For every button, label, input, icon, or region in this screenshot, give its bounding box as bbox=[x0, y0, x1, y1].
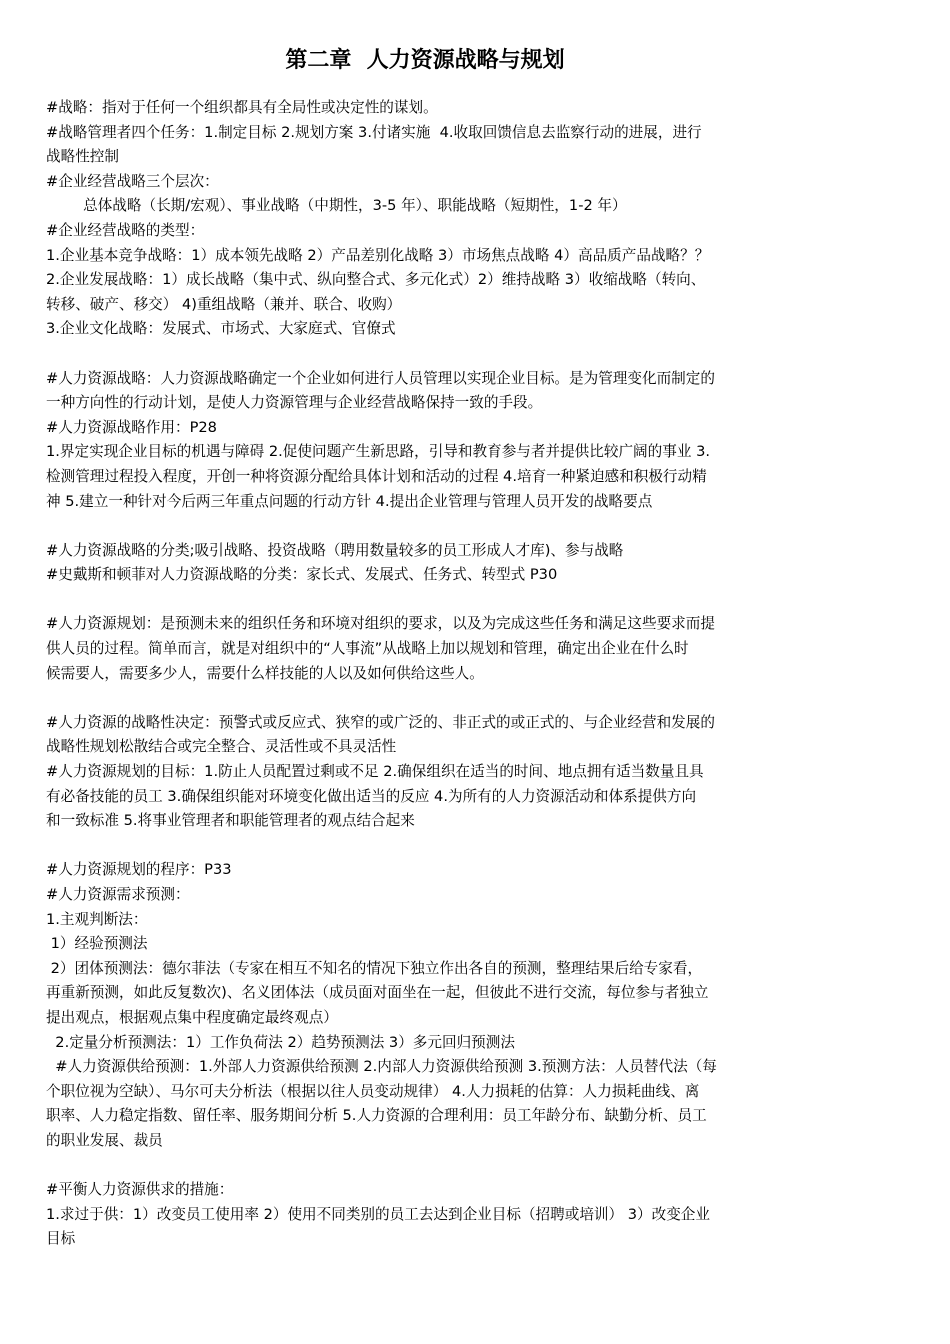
text-line: 战略性规划松散结合或完全整合、灵活性或不具灵活性 bbox=[46, 738, 397, 756]
text-line: #人力资源供给预测：1.外部人力资源供给预测 2.内部人力资源供给预测 3.预测方法：人员替代法（每 bbox=[46, 1058, 717, 1076]
document-body bbox=[46, 96, 816, 1252]
text-line: #人力资源规划：是预测未来的组织任务和环境对组织的要求，以及为完成这些任务和满足这些要求而提 bbox=[46, 615, 715, 633]
text-line: 1.界定实现企业目标的机遇与障碍 2.促使问题产生新思路，引导和教育参与者并提供比较广阔的事业 3. bbox=[46, 443, 710, 461]
text-line: #人力资源战略：人力资源战略确定一个企业如何进行人员管理以实现企业目标。是为管理变化而制定的 bbox=[46, 369, 715, 387]
text-line: #战略：指对于任何一个组织都具有全局性或决定性的谋划。 bbox=[46, 99, 438, 116]
text-line: #人力资源需求预测： bbox=[46, 886, 190, 903]
text-line: 供人员的过程。简单而言，就是对组织中的“人事流”从战略上加以规划和管理，确定出企业在什么时 bbox=[46, 640, 689, 658]
text-line: 和一致标准 5.将事业管理者和职能管理者的观点结合起来 bbox=[46, 812, 415, 830]
text-line: 2）团体预测法：德尔菲法（专家在相互不知名的情况下独立作出各自的预测，整理结果后给专家看， bbox=[46, 959, 703, 977]
text-line: #人力资源的战略性决定：预警式或反应式、狭窄的或广泛的、非正式的或正式的、与企业经营和发展的 bbox=[46, 713, 715, 731]
text-line: 总体战略（长期/宏观）、事业战略（中期性，3-5 年）、职能战略（短期性，1-2 年） bbox=[46, 197, 627, 215]
text-line: 转移、破产、移交） 4)重组战略（兼并、联合、收购） bbox=[46, 295, 402, 313]
text-line: 提出观点，根据观点集中程度确定最终观点） bbox=[46, 1008, 338, 1026]
text-line: #平衡人力资源供求的措施： bbox=[46, 1181, 234, 1199]
blank-line bbox=[46, 686, 816, 711]
text-line: #史戴斯和顿菲对人力资源战略的分类：家长式、发展式、任务式、转型式 P30 bbox=[46, 566, 558, 584]
text-line: 的职业发展、裁员 bbox=[46, 1131, 163, 1149]
text-line: 2.定量分析预测法：1）工作负荷法 2）趋势预测法 3）多元回归预测法 bbox=[46, 1033, 515, 1051]
text-line: 3.企业文化战略：发展式、市场式、大家庭式、官僚式 bbox=[46, 320, 396, 338]
text-line: 个职位视为空缺）、马尔可夫分析法（根据以往人员变动规律） 4.人力损耗的估算：人力损耗曲线、离 bbox=[46, 1082, 700, 1100]
text-line: 一种方向性的行动计划，是使人力资源管理与企业经营战略保持一致的手段。 bbox=[46, 394, 543, 412]
text-line: #战略管理者四个任务：1.制定目标 2.规划方案 3.付诸实施 4.收取回馈信息去监察行动的进展，进行 bbox=[46, 123, 702, 141]
text-line: 有必备技能的员工 3.确保组织能对环境变化做出适当的反应 4.为所有的人力资源活动和体系提供方向 bbox=[46, 787, 697, 805]
text-line: 神 5.建立一种针对今后两三年重点问题的行动方针 4.提出企业管理与管理人员开发的战略要点 bbox=[46, 492, 653, 510]
text-line: 候需要人，需要多少人，需要什么样技能的人以及如何供给这些人。 bbox=[46, 664, 484, 682]
text-line: 职率、人力稳定指数、留任率、服务期间分析 5.人力资源的合理利用：员工年龄分布、缺勤分析、员工 bbox=[46, 1107, 707, 1125]
blank-line bbox=[46, 1154, 816, 1179]
text-line: #人力资源战略作用：P28 bbox=[46, 418, 217, 436]
blank-line bbox=[46, 588, 816, 613]
text-line: 再重新预测，如此反复数次)、名义团体法（成员面对面坐在一起，但彼此不进行交流，每位参与者独立 bbox=[46, 984, 709, 1002]
text-line: #企业经营战略的类型： bbox=[46, 221, 205, 239]
text-line: #人力资源规划的程序：P33 bbox=[46, 861, 232, 879]
text-line: 1.主观判断法： bbox=[46, 910, 148, 928]
text-line: 1）经验预测法 bbox=[46, 935, 148, 953]
text-line: #人力资源战略的分类;吸引战略、投资战略（聘用数量较多的员工形成人才库)、参与战略 bbox=[46, 541, 624, 559]
text-line: 1.企业基本竞争战略：1）成本领先战略 2）产品差别化战略 3）市场焦点战略 4）高品质产品战略？？ bbox=[46, 246, 710, 264]
text-line: 2.企业发展战略：1）成长战略（集中式、纵向整合式、多元化式）2）维持战略 3）收缩战略（转向、 bbox=[46, 271, 706, 289]
blank-line bbox=[46, 342, 816, 367]
blank-line bbox=[46, 834, 816, 859]
text-line: #企业经营战略三个层次： bbox=[46, 172, 219, 190]
text-line: #人力资源规划的目标：1.防止人员配置过剩或不足 2.确保组织在适当的时间、地点拥有适当数量且具 bbox=[46, 763, 704, 781]
document-title: 第二章 人力资源战略与规划 bbox=[285, 48, 565, 73]
text-line: 检测管理过程投入程度，开创一种将资源分配给具体计划和活动的过程 4.培育一种紧迫感和积极行动精 bbox=[46, 467, 707, 485]
text-line: 1.求过于供：1）改变员工使用率 2）使用不同类别的员工去达到企业目标（招聘或培训） 3）改变企业 bbox=[46, 1205, 710, 1223]
text-line: 战略性控制 bbox=[46, 148, 119, 166]
blank-line bbox=[46, 514, 816, 539]
text-line: 目标 bbox=[46, 1230, 76, 1248]
